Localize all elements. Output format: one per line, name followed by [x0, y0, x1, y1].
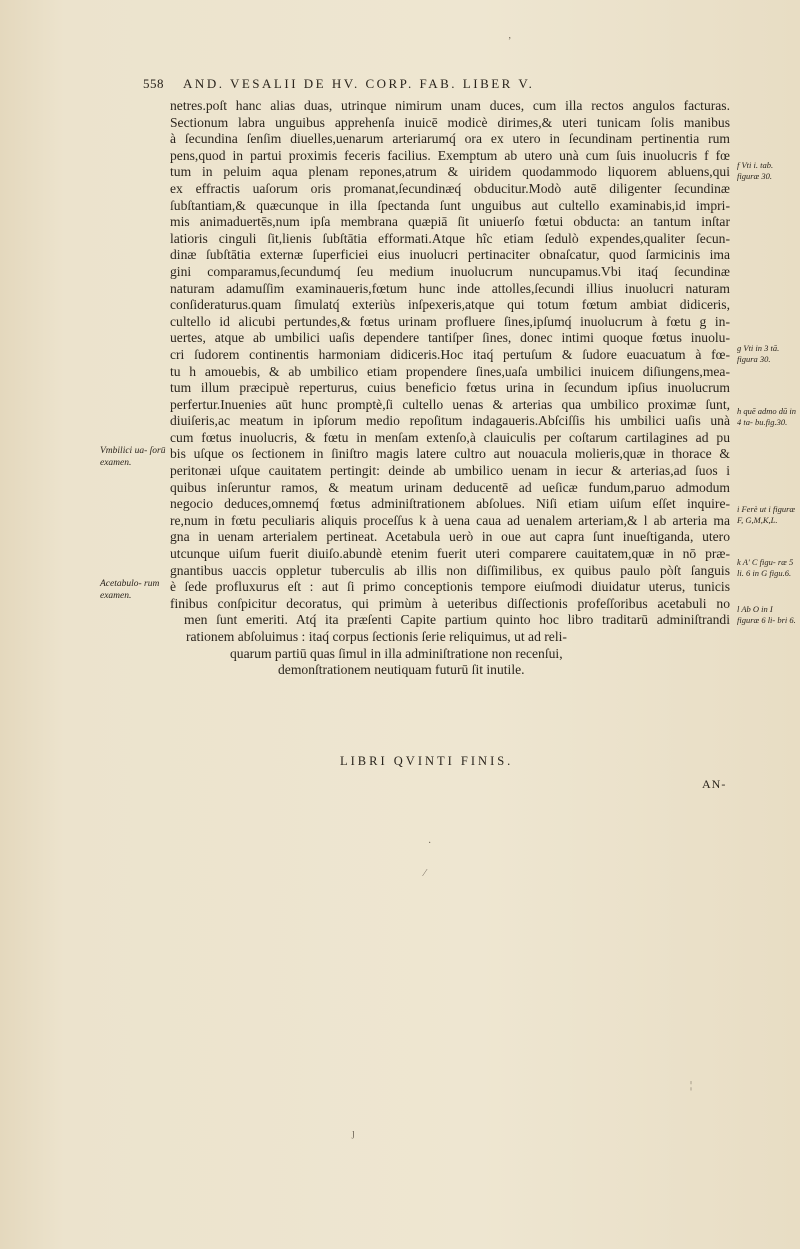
text-line: uertes, atque ab umbilici uaſis dependere tantiſper ſines, donec intimi quoque fœtus inuolu-	[170, 330, 730, 346]
text-line: utcunque uiſum fuerit diuiſo.abundè etenim fuerit uteri comparere cauitatem,quæ in nō præ-	[170, 546, 730, 562]
text-line: tu h amouebis, & ab umbilico etiam propendere ſines,uaſa umbilici inuicem diſiungens,mea-	[170, 363, 730, 379]
text-line: peritonæi uſque cauitatem pertingit: deinde ab umbilico uenam in iecur & arterias,ad ſuos i	[170, 463, 730, 479]
margin-note-g: g Vti in 3 tā. figura 30.	[737, 343, 780, 364]
text-line: à ſecundina ſenſim diuelles,uenarum arteriarumq́ ora ex utero in ſecundinam pertinentia rum	[170, 131, 730, 147]
margin-note-i: i Ferè ut i figuræ F, G,M,K,L.	[737, 504, 796, 525]
text-line: mis animaduertēs,num ipſa membrana quæpiā ſit uniuerſo fœtui obducta: an tantum inſtar	[170, 214, 730, 230]
margin-note-h: h quē admo dū in 4 ta- bu.fig.30.	[737, 406, 797, 427]
margin-note-l: l Ab O in I figuræ 6 li- bri 6.	[737, 604, 796, 625]
paper-speck: ȷ	[352, 1128, 355, 1139]
text-line: cum fœtus inuolucris, & fœtu in menſam extenſo,à clauiculis per coſtarum cartilagines ad pu	[170, 429, 730, 445]
main-text-block	[170, 98, 730, 679]
text-line: naturam adamuſſim examinaueris,fœtum hunc inde attolles,ſecundi illius inuolucri naturam	[170, 280, 730, 296]
text-line: ſubſtantiam,& quæcunque in illa ſpectanda ſunt unguibus aut cultello examinabis,id impri-	[170, 197, 730, 213]
text-line: quibus inſeruntur ramos, & meatum urinam deducentē ad ueſicæ fundum,paruo admodum	[170, 479, 730, 495]
text-line: dinæ ſubſtātia externæ ſuperficiei eius inuolucri pertinaciter obnaſcatur, quod ſarmicinis ima	[170, 247, 730, 263]
text-line: finibus conſpicitur decoratus, qui primùm à ueteribus diſſectionis profeſſoribus acetabuli no	[170, 595, 730, 611]
page-number: 558	[143, 76, 164, 91]
text-line: tum illum præcipuè reperturus, cuius beneficio fœtus urina in ſecundum ipſius inuolucrum	[170, 380, 730, 396]
text-line: demonſtrationem neutiquam futurū ſit inutile.	[278, 662, 525, 678]
text-line: cri ſudorem continentis harmoniam didiceris.Hoc itaq́ pertuſum & ſudore euacuatum à fœ-	[170, 346, 730, 362]
text-line: cultello id alicubi pertundes,& fœtus urinam profluere ſines,ipſumq́ inuolucrum à fœtu g in-	[170, 313, 730, 329]
text-line: conſideraturus.quam ſimulatq́ exteriùs inſpexeris,atque qui totum fœtum ambiat didiceris,	[170, 297, 730, 313]
text-line: diuiſeris,ac meatum in ipſorum medio repoſitum indagaueris.Abſciſſis his umbilici uaſis unà	[170, 413, 730, 429]
catchword: AN-	[702, 777, 727, 791]
paper-speck: ‚	[508, 30, 512, 41]
text-line: quarum partiū quas ſimul in illa adminiſtratione non recenſui,	[230, 645, 563, 661]
text-line: Sectionum labra unguibus apprehenſa inuicē modicè dirimes,& uteri tunicam ſolis manibus	[170, 114, 730, 130]
text-line: netres.poſt hanc alias duas, utrinque nimirum unam duces, cum illa rectos angulos facturas.	[170, 98, 730, 113]
margin-note-f: f Vti i. tab. figuræ 30.	[737, 160, 774, 181]
text-line: gna in uenam arterialem pertineat. Acetabula uerò in oue aut capra ſunt inueſtiganda, utero	[170, 529, 730, 545]
text-line: gnantibus uaccis oppletur tuberculis ab illis non diſſimilibus, ex quibus paulo pòſt ſanguis	[170, 562, 730, 578]
text-line: rationem abſoluimus : itaq́ corpus ſectionis ſerie reliquimus, ut ad reli-	[186, 629, 567, 644]
text-line: perfertur.Inuenies aūt hunc promptè,ſi cultello uenas & arterias qua umbilico proximæ ſunt,	[170, 396, 730, 412]
text-line: latioris cinguli ſit,lienis ſubſtātia efformati.Atque hîc etiam ſedulò expendes,qualiter ſecun-	[170, 230, 730, 246]
margin-note-umbilici: Vmbilici ua- ſorū examen.	[100, 446, 166, 468]
running-title: AND. VESALII DE HV. CORP. FAB. LIBER V.	[183, 76, 535, 91]
text-line: tum in peluim aqua plenam repones,atrum & uiridem quodammodo liquorem abluens,qui	[170, 164, 730, 180]
paper-speck: ·	[428, 838, 432, 849]
margin-note-acetabulorum: Acetabulo- rum examen.	[100, 579, 160, 601]
running-header	[143, 76, 743, 92]
text-line: pens,quod in partui proximis feceris facilius. Exemptum ab utero unà cum ſuis inuolucris f fœ	[170, 147, 730, 163]
text-line: men ſunt emeriti. Atq́ ita præſenti Capite partium quinto hoc libro traditarū adminiſtrandi	[184, 612, 730, 628]
margin-note-k: k A' C figu- ræ 5 li. 6 in G figu.6.	[737, 557, 794, 578]
text-line: bis uſque os ſectionem in ſiniſtro magis latere cultro aut nouacula molieris,quæ in thorace &	[170, 446, 730, 462]
paper-speck: ¦	[690, 1080, 693, 1091]
text-line: negocio deduces,omnemq́ fœtus adminiſtrationem abſolues. Niſi etiam uiſum eſſet inquire-	[170, 496, 730, 512]
text-line: re,num in fœtu peculiaris aliquis proceſſus k à uena caua ad uenalem arteriam,& l ab arteria ma	[170, 512, 730, 528]
text-line: ex effractis uaſorum oris promanat,ſecundinæq́ obducitur.Modò autē diligenter ſecundinæ	[170, 180, 730, 196]
text-line: gini comparamus,ſecundumq́ ſeu medium inuolucrum nuncupamus.Vbi itaq́ ſecundinæ	[170, 263, 730, 279]
book-end-title: LIBRI QVINTI FINIS.	[340, 754, 514, 768]
text-line: è ſede profluxurus eſt : aut ſi primo conceptionis tempore eiuſmodi diuidatur uterus, tunicis	[170, 579, 730, 595]
paper-speck: ⁄	[424, 868, 426, 879]
